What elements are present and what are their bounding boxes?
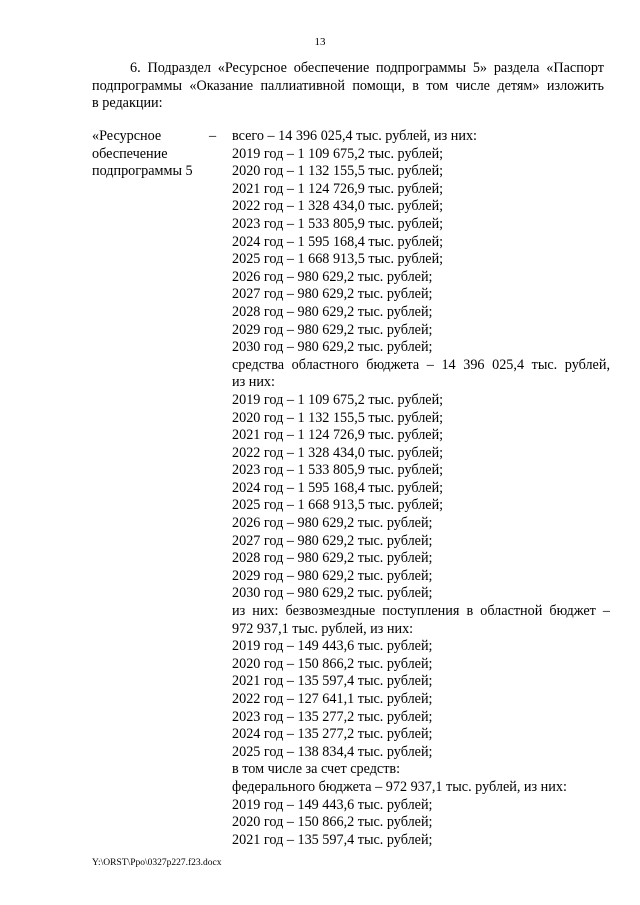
funding-line: из них:	[232, 374, 275, 391]
section-label	[92, 128, 212, 181]
funding-line: 2029 год – 980 629,2 тыс. рублей;	[232, 321, 433, 338]
funding-line: 2021 год – 135 597,4 тыс. рублей;	[232, 831, 433, 848]
funding-line: 2023 год – 1 533 805,9 тыс. рублей;	[232, 462, 444, 479]
funding-line: 2030 год – 980 629,2 тыс. рублей;	[232, 339, 433, 356]
funding-line: 2028 год – 980 629,2 тыс. рублей;	[232, 303, 433, 320]
funding-line: 2019 год – 149 443,6 тыс. рублей;	[232, 796, 433, 813]
funding-line: 2021 год – 1 124 726,9 тыс. рублей;	[232, 180, 444, 197]
funding-line: 2020 год – 150 866,2 тыс. рублей;	[232, 814, 433, 831]
funding-line: 2026 год – 980 629,2 тыс. рублей;	[232, 515, 433, 532]
funding-line: 2024 год – 1 595 168,4 тыс. рублей;	[232, 479, 444, 496]
funding-line: 2020 год – 1 132 155,5 тыс. рублей;	[232, 409, 444, 426]
funding-line: федерального бюджета – 972 937,1 тыс. рублей, из них:	[232, 778, 567, 795]
funding-line: 2025 год – 1 668 913,5 тыс. рублей;	[232, 497, 444, 514]
funding-line: 2028 год – 980 629,2 тыс. рублей;	[232, 550, 433, 567]
funding-line: всего – 14 396 025,4 тыс. рублей, из них:	[232, 128, 477, 144]
funding-list	[232, 128, 610, 849]
funding-line: 2019 год – 1 109 675,2 тыс. рублей;	[232, 391, 444, 408]
label-line: обеспечение	[92, 145, 168, 162]
funding-line: из них: безвозмездные поступления в областной бюджет –	[232, 603, 610, 620]
intro-line: 6. Подраздел «Ресурсное обеспечение подпрограммы 5» раздела «Паспорт	[130, 60, 604, 76]
label-line: «Ресурсное	[92, 128, 162, 144]
page-number: 13	[314, 36, 326, 48]
funding-line: 2027 год – 980 629,2 тыс. рублей;	[232, 286, 433, 303]
funding-line: 2026 год – 980 629,2 тыс. рублей;	[232, 268, 433, 285]
funding-line: в том числе за счет средств:	[232, 761, 401, 778]
funding-line: 972 937,1 тыс. рублей, из них:	[232, 620, 414, 637]
funding-line: 2019 год – 1 109 675,2 тыс. рублей;	[232, 145, 444, 162]
funding-line: 2021 год – 135 597,4 тыс. рублей;	[232, 673, 433, 690]
label-dash: –	[209, 128, 217, 144]
funding-line: 2023 год – 135 277,2 тыс. рублей;	[232, 708, 433, 725]
label-line: подпрограммы 5	[92, 163, 193, 180]
funding-line: 2025 год – 138 834,4 тыс. рублей;	[232, 743, 433, 760]
intro-line: подпрограммы «Оказание паллиативной помощи, в том числе детям» изложить	[92, 77, 604, 94]
funding-line: 2023 год – 1 533 805,9 тыс. рублей;	[232, 215, 444, 232]
funding-line: 2025 год – 1 668 913,5 тыс. рублей;	[232, 251, 444, 268]
funding-line: 2022 год – 127 641,1 тыс. рублей;	[232, 691, 433, 707]
funding-line: 2020 год – 150 866,2 тыс. рублей;	[232, 655, 433, 672]
funding-line: средства областного бюджета – 14 396 025,4 тыс. рублей,	[232, 356, 610, 373]
funding-line: 2022 год – 1 328 434,0 тыс. рублей;	[232, 198, 444, 215]
funding-line: 2029 год – 980 629,2 тыс. рублей;	[232, 567, 433, 584]
intro-line: в редакции:	[92, 95, 163, 112]
funding-line: 2030 год – 980 629,2 тыс. рублей;	[232, 585, 433, 602]
funding-line: 2024 год – 135 277,2 тыс. рублей;	[232, 726, 433, 743]
file-path-footer: Y:\ORST\Ppo\0327p227.f23.docx	[92, 858, 222, 868]
funding-line: 2024 год – 1 595 168,4 тыс. рублей;	[232, 233, 444, 250]
intro-paragraph	[92, 60, 604, 113]
funding-line: 2020 год – 1 132 155,5 тыс. рублей;	[232, 163, 444, 180]
funding-line: 2021 год – 1 124 726,9 тыс. рублей;	[232, 427, 444, 444]
funding-line: 2019 год – 149 443,6 тыс. рублей;	[232, 638, 433, 655]
funding-line: 2022 год – 1 328 434,0 тыс. рублей;	[232, 444, 444, 461]
funding-line: 2027 год – 980 629,2 тыс. рублей;	[232, 532, 433, 549]
